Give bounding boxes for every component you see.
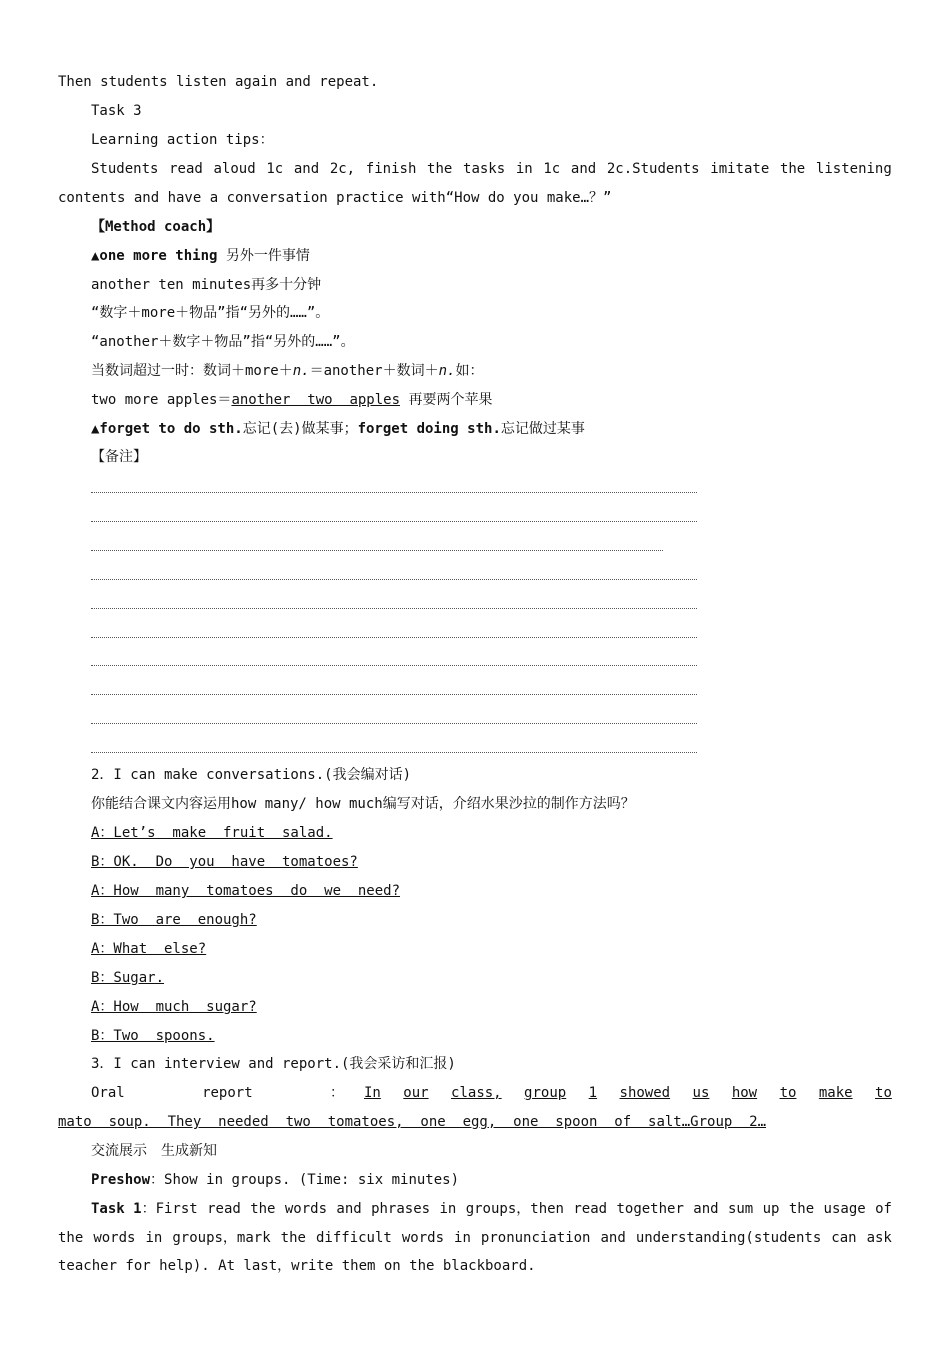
word: listening bbox=[815, 161, 892, 177]
dialogue-line: A：How much sugar? bbox=[91, 999, 257, 1015]
oral-report-line1 bbox=[91, 1083, 892, 1103]
word: make bbox=[818, 1085, 853, 1101]
example-line bbox=[91, 390, 892, 410]
word: Oral bbox=[91, 1085, 125, 1101]
oral-report-label bbox=[91, 1083, 364, 1103]
phrase: ▲forget to do sth. bbox=[91, 421, 243, 437]
text: two more apples＝ bbox=[91, 392, 232, 408]
word: together bbox=[616, 1201, 684, 1217]
another-ten-line: another ten minutes再多十分钟 bbox=[91, 277, 322, 293]
notes-heading: 【备注】 bbox=[91, 449, 147, 465]
text: ：Show in groups. (Time: six minutes) bbox=[150, 1172, 460, 1188]
word: sum bbox=[727, 1201, 754, 1217]
word: in bbox=[439, 1201, 457, 1217]
word: in bbox=[145, 1230, 163, 1246]
word: the bbox=[58, 1230, 84, 1246]
read-paragraph-line1 bbox=[91, 159, 892, 179]
word: report bbox=[202, 1085, 253, 1101]
word: in bbox=[515, 161, 533, 177]
phrase: forget doing sth. bbox=[357, 421, 501, 437]
word: words bbox=[93, 1230, 136, 1246]
word: 2c, bbox=[329, 161, 356, 177]
forget-line bbox=[91, 419, 892, 439]
word: ： bbox=[329, 1085, 344, 1101]
word: ：First bbox=[141, 1201, 198, 1217]
dialogue-line: A：What else? bbox=[91, 941, 207, 957]
dialogue-line: B：Two are enough? bbox=[91, 912, 257, 928]
text: 如： bbox=[455, 363, 484, 379]
method-coach-heading: 【Method coach】 bbox=[91, 219, 221, 235]
word: to bbox=[779, 1085, 797, 1101]
task1-line1 bbox=[91, 1199, 892, 1219]
word: 2c.Students bbox=[606, 161, 700, 177]
word: Students bbox=[91, 161, 159, 177]
one-more-thing-line bbox=[91, 246, 892, 266]
note-line bbox=[91, 492, 697, 493]
word: and bbox=[293, 161, 320, 177]
word: groups，mark bbox=[172, 1230, 271, 1246]
rule3-line bbox=[91, 361, 892, 381]
phrase: ▲one more thing bbox=[91, 248, 218, 264]
task3-heading: Task 3 bbox=[91, 103, 142, 119]
word: 1 bbox=[588, 1085, 598, 1101]
word: can bbox=[831, 1230, 857, 1246]
noun-abbr: n. bbox=[292, 363, 310, 379]
word: finish bbox=[365, 161, 417, 177]
section3-heading: 3．I can interview and report.(我会采访和汇报) bbox=[91, 1056, 456, 1072]
word: aloud bbox=[213, 161, 256, 177]
note-line bbox=[91, 723, 697, 724]
word: pronunciation bbox=[480, 1230, 591, 1246]
word: the bbox=[427, 161, 453, 177]
word: the bbox=[788, 1201, 815, 1217]
section2-heading: 2．I can make conversations.(我会编对话) bbox=[91, 767, 412, 783]
oral-report-line2: mato soup. They needed two tomatoes, one egg, one spoon of salt…Group 2… bbox=[58, 1114, 767, 1130]
oral-report-answer bbox=[364, 1083, 892, 1103]
share-heading: 交流展示 生成新知 bbox=[91, 1143, 217, 1159]
note-line bbox=[91, 694, 697, 695]
word: In bbox=[364, 1085, 381, 1101]
note-line bbox=[91, 579, 697, 580]
translation: 忘记做过某事 bbox=[500, 421, 585, 437]
word: and bbox=[600, 1230, 626, 1246]
word: usage bbox=[823, 1201, 866, 1217]
dialogue-line: B：Two spoons. bbox=[91, 1028, 215, 1044]
text: ＝another＋数词＋ bbox=[309, 363, 439, 379]
word: class, bbox=[451, 1085, 502, 1101]
word: and bbox=[693, 1201, 719, 1217]
word: our bbox=[403, 1085, 429, 1101]
noun-abbr: n. bbox=[438, 363, 456, 379]
word: 1c bbox=[266, 161, 284, 177]
translation: 忘记(去)做某事； bbox=[242, 421, 358, 437]
word: imitate bbox=[710, 161, 770, 177]
word: group bbox=[524, 1085, 567, 1101]
translation: 另外一件事情 bbox=[217, 248, 310, 264]
note-line bbox=[91, 665, 697, 666]
word: understanding(students bbox=[635, 1230, 822, 1246]
note-line bbox=[91, 637, 697, 638]
dialogue-line: B：Sugar. bbox=[91, 970, 165, 986]
word: read bbox=[169, 161, 203, 177]
rule2-line: “another＋数字＋物品”指“另外的……”。 bbox=[91, 334, 355, 350]
word: up bbox=[762, 1201, 780, 1217]
word: to bbox=[875, 1085, 892, 1101]
dialogue-line: A：Let’s make fruit salad. bbox=[91, 825, 333, 841]
word: tasks bbox=[463, 161, 506, 177]
read-paragraph-line2: contents and have a conversation practice with“How do you make…？” bbox=[58, 190, 612, 206]
word: words bbox=[284, 1201, 328, 1217]
text: 当数词超过一时：数词＋more＋ bbox=[91, 363, 293, 379]
word: ask bbox=[866, 1230, 892, 1246]
word: us bbox=[692, 1085, 710, 1101]
word: the bbox=[280, 1230, 306, 1246]
word: of bbox=[875, 1201, 892, 1217]
word: read bbox=[207, 1201, 241, 1217]
word: phrases bbox=[371, 1201, 431, 1217]
word: and bbox=[570, 161, 597, 177]
dialogue-line: A：How many tomatoes do we need? bbox=[91, 883, 401, 899]
word: and bbox=[336, 1201, 362, 1217]
label: Preshow bbox=[91, 1172, 151, 1188]
note-line bbox=[91, 521, 697, 522]
note-line bbox=[91, 550, 663, 551]
word: groups，then bbox=[465, 1201, 564, 1217]
preshow-line bbox=[91, 1170, 892, 1190]
note-line bbox=[91, 752, 697, 753]
text: 再要两个苹果 bbox=[400, 392, 493, 408]
word: words bbox=[401, 1230, 445, 1246]
answer-blank: another two apples bbox=[231, 392, 401, 408]
word: in bbox=[454, 1230, 471, 1246]
dialogue-line: B：OK. Do you have tomatoes? bbox=[91, 854, 358, 870]
rule1-line: “数字＋more＋物品”指“另外的……”。 bbox=[91, 305, 330, 321]
tips-heading: Learning action tips： bbox=[91, 132, 274, 148]
word: showed bbox=[619, 1085, 671, 1101]
word: the bbox=[779, 161, 806, 177]
label: Task 1 bbox=[91, 1201, 142, 1217]
intro-line: Then students listen again and repeat. bbox=[58, 74, 379, 90]
task1-line3: teacher for help). At last，write them on the blackboard. bbox=[58, 1258, 536, 1274]
word: 1c bbox=[543, 161, 561, 177]
section2-question: 你能结合课文内容运用how many/ how much编写对话，介绍水果沙拉的制作方法吗？ bbox=[91, 796, 635, 812]
word: difficult bbox=[315, 1230, 392, 1246]
note-line bbox=[91, 608, 697, 609]
word: the bbox=[250, 1201, 276, 1217]
task1-line2 bbox=[58, 1228, 892, 1248]
word: read bbox=[573, 1201, 608, 1217]
word: how bbox=[731, 1085, 758, 1101]
